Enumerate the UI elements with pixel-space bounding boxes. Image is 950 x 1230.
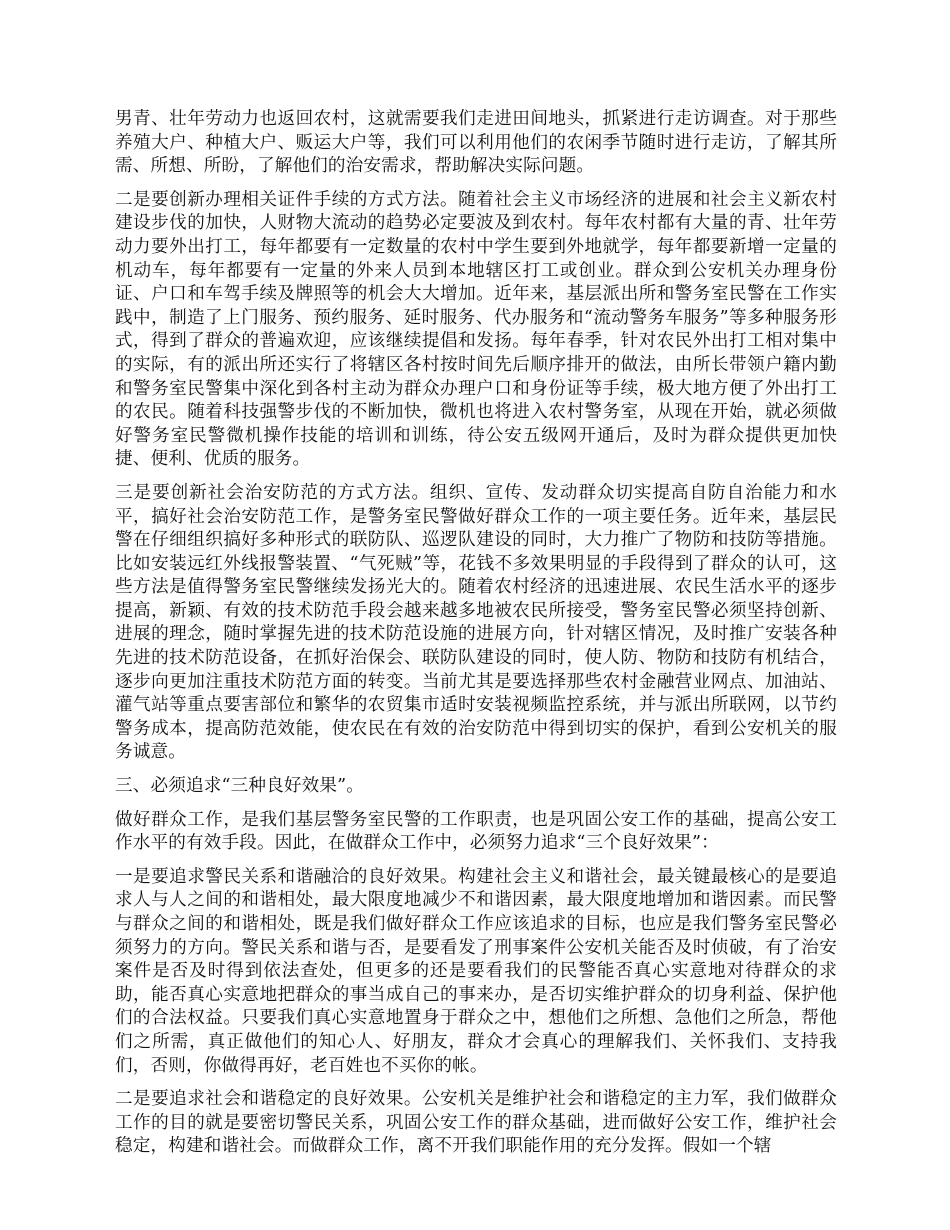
paragraph-2: 二是要创新办理相关证件手续的方式方法。随着社会主义市场经济的进展和社会主义新农村建设步伐的加快，人财物大流动的趋势必定要波及到农村。每年农村都有大量的青、壮年劳动力要外出打工，每年都要有一定数量的农村中学生要到外地就学，每年都要新增一定量的机动车，每年都要有一定量的外来人员到本地辖区打工或创业。群众到公安机关办理身份证、户口和车驾手续及牌照等的机会大大增加。近年来，基层派出所和警务室民警在工作实践中，制造了上门服务、预约服务、延时服务、代办服务和“流动警务车服务”等多种服务形式，得到了群众的普遍欢迎，应该继续提倡和发扬。每年春季，针对农民外出打工相对集中的实际，有的派出所还实行了将辖区各村按时间先后顺序排开的做法，由所长带领户籍内勤和警务室民警集中深化到各村主动为群众办理户口和身份证等手续，极大地方便了外出打工的农民。随着科技强警步伐的不断加快，微机也将进入农村警务室，从现在开始，就必须做好警务室民警微机操作技能的培训和训练，待公安五级网开通后，及时为群众提供更加快捷、便利、优质的服务。: [115, 189, 837, 470]
section-heading: 三、必须追求“三种良好效果”。: [115, 776, 364, 797]
paragraph-6: 二是要追求社会和谐稳定的良好效果。公安机关是维护社会和谐稳定的主力军，我们做群众工作的目的就是要密切警民关系，巩固公安工作的群众基础，进而做好公安工作，维护社会稳定，构建和谐社会。而做群众工作，离不开我们职能作用的充分发挥。假如一个辖: [115, 1089, 837, 1157]
paragraph-3: 三是要创新社会治安防范的方式方法。组织、宣传、发动群众切实提高自防自治能力和水平，搞好社会治安防范工作，是警务室民警做好群众工作的一项主要任务。近年来，基层民警在仔细组织搞好多种形式的联防队、巡逻队建设的同时，大力推广了物防和技防等措施。比如安装远红外线报警装置、“气死贼”等，花钱不多效果明显的手段得到了群众的认可，这些方法是值得警务室民警继续发扬光大的。随着农村经济的迅速进展、农民生活水平的逐步提高，新颖、有效的技术防范手段会越来越多地被农民所接受，警务室民警必须坚持创新、进展的理念，随时掌握先进的技术防范设施的进展方向，针对辖区情况，及时推广安装各种先进的技术防范设备，在抓好治保会、联防队建设的同时，使人防、物防和技防有机结合，逐步向更加注重技术防范方面的转变。当前尤其是要选择那些农村金融营业网点、加油站、灌气站等重点要害部位和繁华的农贸集市适时安装视频监控系统，并与派出所联网，以节约警务成本，提高防范效能，使农民在有效的治安防范中得到切实的保护，看到公安机关的服务诚意。: [115, 482, 837, 763]
paragraph-5: 一是要追求警民关系和谐融洽的良好效果。构建社会主义和谐社会，最关键最核心的是要追求人与人之间的和谐相处，最大限度地减少不和谐因素，最大限度地增加和谐因素。而民警与群众之间的和谐相处，既是我们做好群众工作应该追求的目标，也应是我们警务室民警必须努力的方向。警民关系和谐与否，是要看发了刑事案件公安机关能否及时侦破，有了治安案件是否及时得到依法查处，但更多的还是要看我们的民警能否真心实意地对待群众的求助，能否真心实意地把群众的事当成自己的事来办，是否切实维护群众的切身利益、保护他们的合法权益。只要我们真心实意地置身于群众之中，想他们之所想、急他们之所急，帮他们之所需，真正做他们的知心人、好朋友，群众才会真心的理解我们、关怀我们、支持我们，否则，你做得再好，老百姓也不买你的帐。: [115, 866, 837, 1076]
document-page: [115, 108, 837, 1169]
paragraph-4: 做好群众工作，是我们基层警务室民警的工作职责，也是巩固公安工作的基础，提高公安工作水平的有效手段。因此，在做群众工作中，必须努力追求“三个良好效果”：: [115, 809, 837, 854]
paragraph-1: 男青、壮年劳动力也返回农村，这就需要我们走进田间地头，抓紧进行走访调查。对于那些养殖大户、种植大户、贩运大户等，我们可以利用他们的农闲季节随时进行走访，了解其所需、所想、所盼，了解他们的治安需求，帮助解决实际问题。: [115, 109, 837, 177]
